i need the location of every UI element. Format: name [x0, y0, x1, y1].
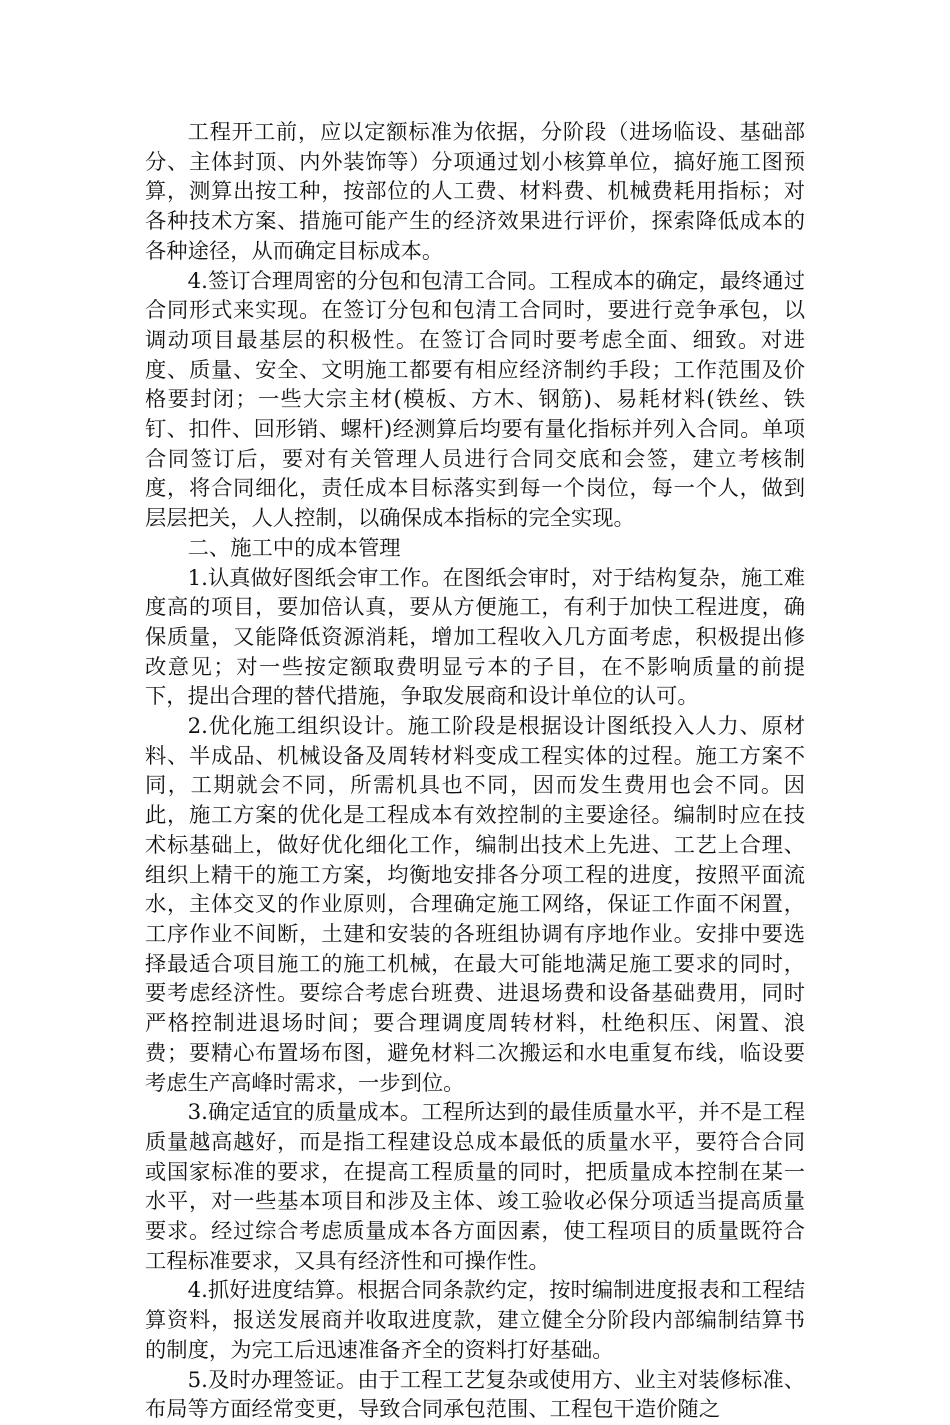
- paragraph-quality-cost: 3.确定适宜的质量成本。工程所达到的最佳质量水平，并不是工程质量越高越好，而是指工程建设总成本最低的质量水平，要符合合同或国家标准的要求，在提高工程质量的同时，把质量成本控制在某一水平，对一些基本项目和涉及主体、竣工验收必保分项适当提高质量要求。经过综合考虑质量成本各方面因素，使工程项目的质量既符合工程标准要求，又具有经济性和可操作性。: [145, 1100, 805, 1274]
- paragraph-drawing-review: 1.认真做好图纸会审工作。在图纸会审时，对于结构复杂，施工难度高的项目，要加倍认真，要从方便施工，有利于加快工程进度，确保质量，又能降低资源消耗，增加工程收入几方面考虑，积极提出修改意见；对一些按定额取费明显亏本的子目，在不影响质量的前提下，提出合理的替代措施，争取发展商和设计单位的认可。: [145, 565, 805, 710]
- section-heading-construction-cost: 二、施工中的成本管理: [187, 535, 401, 561]
- paragraph-visa-handling: 5.及时办理签证。由于工程工艺复杂或使用方、业主对装修标准、布局等方面经常变更，导致合同承包范围、工程包干造价随之: [145, 1367, 805, 1423]
- paragraph-construction-design: 2.优化施工组织设计。施工阶段是根据设计图纸投入人力、原材料、半成品、机械设备及周转材料变成工程实体的过程。施工方案不同，工期就会不同，所需机具也不同，因而发生费用也会不同。因此，施工方案的优化是工程成本有效控制的主要途径。编制时应在技术标基础上，做好优化细化工作，编制出技术上先进、工艺上合理、组织上精干的施工方案，均衡地安排各分项工程的进度，按照平面流水，主体交叉的作业原则，合理确定施工网络，保证工作面不闲置，工序作业不间断，土建和安装的各班组协调有序地作业。安排中要选择最适合项目施工的施工机械，在最大可能地满足施工要求的同时，要考虑经济性。要综合考虑台班费、进退场费和设备基础费用，同时严格控制进退场时间；要合理调度周转材料，杜绝积压、闲置、浪费；要精心布置场布图，避免材料二次搬运和水电重复布线，临设要考虑生产高峰时需求，一步到位。: [145, 714, 805, 1096]
- paragraph-subcontract: 4.签订合理周密的分包和包清工合同。工程成本的确定，最终通过合同形式来实现。在签订分包和包清工合同时，要进行竞争承包，以调动项目最基层的积极性。在签订合同时要考虑全面、细致。对进度、质量、安全、文明施工都要有相应经济制约手段；工作范围及价格要封闭；一些大宗主材(模板、方木、钢筋)、易耗材料(铁丝、铁钉、扣件、回形销、螺杆)经测算后均要有量化指标并列入合同。单项合同签订后，要对有关管理人员进行合同交底和会签，建立考核制度，将合同细化，责任成本目标落实到每一个岗位，每一个人，做到层层把关，人人控制，以确保成本指标的完全实现。: [145, 268, 805, 532]
- paragraph-progress-settlement: 4.抓好进度结算。根据合同条款约定，按时编制进度报表和工程结算资料，报送发展商并收取进度款，建立健全分阶段内部编制结算书的制度，为完工后迅速准备齐全的资料打好基础。: [145, 1278, 805, 1363]
- paragraph-intro-target-cost: 工程开工前，应以定额标准为依据，分阶段（进场临设、基础部分、主体封顶、内外装饰等）分项通过划小核算单位，搞好施工图预算，测算出按工种，按部位的人工费、材料费、机械费耗用指标；对各种技术方案、措施可能产生的经济效果进行评价，探索降低成本的各种途径，从而确定目标成本。: [145, 120, 805, 264]
- document-page: [145, 118, 805, 1425]
